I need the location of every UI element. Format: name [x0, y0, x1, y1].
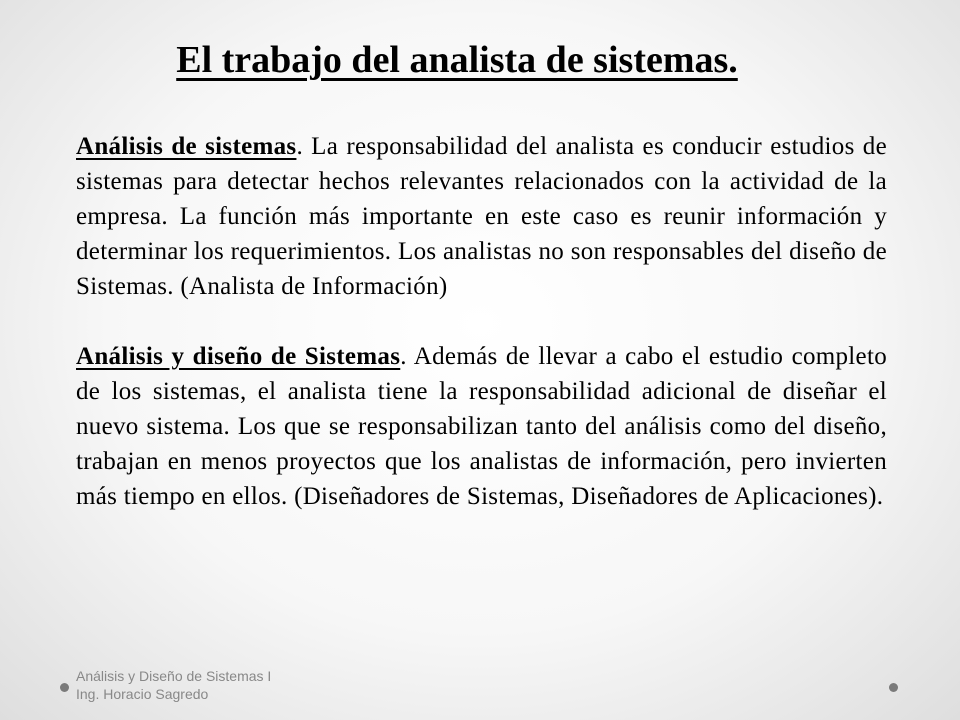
slide-title: El trabajo del analista de sistemas. — [176, 39, 738, 81]
bullet-dot-right — [889, 683, 898, 692]
footer-course: Análisis y Diseño de Sistemas I — [76, 668, 272, 684]
slide-footer — [76, 667, 271, 703]
bullet-dot-left — [60, 683, 69, 692]
term-analisis-sistemas: Análisis de sistemas — [76, 133, 297, 160]
paragraph-analisis-diseno — [76, 339, 887, 514]
footer-author: Ing. Horacio Sagredo — [76, 686, 209, 702]
term-analisis-diseno: Análisis y diseño de Sistemas — [76, 343, 401, 370]
paragraph-text: . Además de llevar a cabo el estudio completo de los sistemas, el analista tiene la responsabilidad adicional de diseñar el nuevo sistema. Los que se responsabilizan tanto del análisis como del diseño, trabajan en menos proyectos que los analistas de información, pero invierten más tiempo en ellos. (Diseñadores de Sistemas, Diseñadores de Aplicaciones). — [76, 343, 887, 510]
paragraph-analisis-sistemas — [76, 129, 887, 304]
slide-body — [76, 129, 887, 549]
paragraph-text: . La responsabilidad del analista es conducir estudios de sistemas para detectar hechos relevantes relacionados con la actividad de la empresa. La función más importante en este caso es reunir información y determinar los requerimientos. Los analistas no son responsables del diseño de Sistemas. (Analista de Información) — [76, 133, 887, 300]
